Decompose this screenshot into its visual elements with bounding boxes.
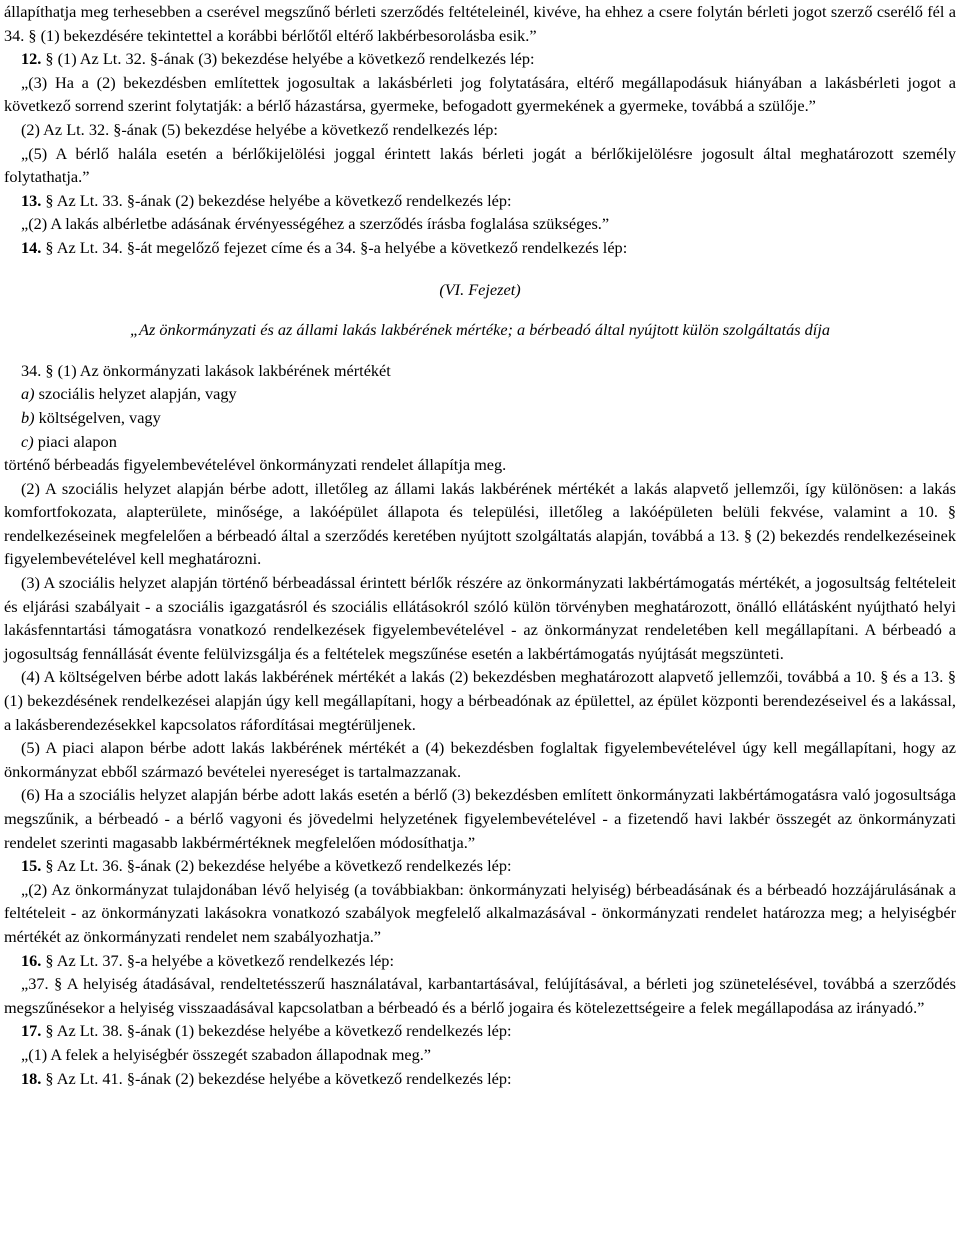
list-letter: a) (21, 384, 35, 404)
list-item-c: c) piaci alapon (21, 431, 117, 451)
section-34-paragraph-4: (4) A költségelven bérbe adott lakás lakbérének mértékét a lakás (2) bekezdésben meghatározott alapvető jellemzői, továbbá a 10. § és a 13. § (1) bekezdésének rendelkezései alapján úgy kell megállapítani, hogy a bérbeadónak az épülettel, az épület központi berendezéseivel és a lakással, a lakásberendezésekkel kapcsolatos ráfordításai megtérüljenek. (4, 667, 956, 734)
section-34-paragraph-5: (5) A piaci alapon bérbe adott lakás lakbérének mértékét a (4) bekezdésben foglaltak figyelembevételével úgy kell megállapítani, hogy az önkormányzat ebből származó bevételei nyereséget is tartalmazzanak. (4, 738, 956, 781)
quoted-provision: „(3) Ha a (2) bekezdésben említettek jogosultak a lakásbérleti jog folytatására, eltérő megállapodásuk hiányában a lakásbérleti jogot a következő sorrend szerint folytatják: a bérlő házastársa, gyermeke, befogadott gyermekének a gyermeke, továbbá a szülője.” (4, 72, 956, 116)
section-34-paragraph-2: (2) A szociális helyzet alapján bérbe adott, illetőleg az állami lakás lakbérének mértékét a lakás alapvető jellemzői, így különösen: a lakás komfortfokozata, alapterülete, minősége, a lakóépület állapota és települési, illetőleg a lakóépületen belüli fekvése, valamint a 10. § rendelkezéseinek megfelelően a bérbeadó által a szerződés keretében nyújtott szolgáltatás alapján, továbbá a 13. § (2) bekezdés rendelkezéseinek figyelembevételével kell meghatározni. (4, 478, 956, 569)
list-item-a: a) szociális helyzet alapján, vagy (21, 384, 237, 404)
list-letter: c) (21, 431, 34, 451)
section-number: 14. (21, 237, 42, 257)
section-34-paragraph-6: (6) Ha a szociális helyzet alapján bérbe adott lakás esetén a bérlő (3) bekezdésben említett önkormányzati lakbértámogatásra való jogosultsága megszűnik, a bérbeadó - a bérlő vagyoni és jövedelmi helyzetének figyelembevételével - a fizetendő havi lakbér összegét az önkormányzati rendelet szerinti magasabb lakbérmértéknek megfelelően módosíthatja.” (4, 785, 956, 852)
chapter-title: „Az önkormányzati és az állami lakás lakbérének mértéke; a bérbeadó által nyújtott külön szolgáltatás díja (130, 320, 830, 340)
quoted-provision: „(2) A lakás albérletbe adásának érvényességéhez a szerződés írásba foglalása szükséges.” (21, 214, 610, 234)
section-14: 14. § Az Lt. 34. §-át megelőző fejezet címe és a 34. §-a helyébe a következő rendelkezés lép: (21, 237, 628, 257)
section-34-paragraph-1: 34. § (1) Az önkormányzati lakások lakbérének mértékét (21, 360, 391, 380)
section-16: 16. § Az Lt. 37. §-a helyébe a következő rendelkezés lép: (21, 950, 394, 970)
quoted-provision: „(1) A felek a helyiségbér összegét szabadon állapodnak meg.” (21, 1044, 432, 1064)
section-34-paragraph-3: (3) A szociális helyzet alapján történő bérbeadással érintett bérlők részére az önkormányzati lakbértámogatás mértékét, a jogosultság feltételeit és eljárási szabályait - a szociális igazgatásról és szociális ellátásokról szóló külön törvényben meghatározott, önálló ellátásként nyújtható helyi lakásfenntartási támogatásra vonatkozó rendelkezések figyelembevételével - az önkormányzat rendeletében kell megállapítani. A bérbeadó a jogosultság fennállását évente felülvizsgálja és a feltételek megszűnése esetén a lakbértámogatás nyújtását megszünteti. (4, 573, 956, 663)
section-12: 12. § (1) Az Lt. 32. §-ának (3) bekezdése helyébe a következő rendelkezés lép: (21, 49, 535, 69)
section-number: 15. (21, 856, 42, 876)
quoted-provision: „(5) A bérlő halála esetén a bérlőkijelölési joggal érintett lakás bérleti jogát a bérlőkijelölésre jogosult által meghatározott személy folytathatja.” (4, 143, 956, 187)
list-letter: b) (21, 407, 35, 427)
section-number: 13. (21, 190, 42, 210)
section-number: 12. (21, 49, 42, 69)
section-number: 16. (21, 950, 42, 970)
section-17: 17. § Az Lt. 38. §-ának (1) bekezdése helyébe a következő rendelkezés lép: (21, 1021, 512, 1041)
section-13: 13. § Az Lt. 33. §-ának (2) bekezdése helyébe a következő rendelkezés lép: (21, 190, 512, 210)
paragraph-continuation: állapíthatja meg terhesebben a cserével megszűnő bérleti szerződés feltételeinél, kivéve, ha ehhez a csere folytán bérleti jogot szerző cserélő fél a 34. § (1) bekezdésére tekintettel a korábbi bérlőtől eltérő lakbérbesorolásba esik.” (4, 2, 956, 45)
section-number: 18. (21, 1068, 42, 1088)
section-18: 18. § Az Lt. 41. §-ának (2) bekezdése helyébe a következő rendelkezés lép: (21, 1068, 512, 1088)
quoted-provision: „(2) Az önkormányzat tulajdonában lévő helyiség (a továbbiakban: önkormányzati helyiség) bérbeadásának és a bérbeadó hozzájárulásának a feltételeit - az önkormányzati lakásokra vonatkozó szabályok megfelelő alkalmazásával - önkormányzati rendelet határozza meg; a helyiségbér mértékét az önkormányzati rendelet nem szabályozhatja.” (4, 879, 956, 946)
section-number: 17. (21, 1021, 42, 1041)
section-15: 15. § Az Lt. 36. §-ának (2) bekezdése helyébe a következő rendelkezés lép: (21, 856, 512, 876)
list-continuation: történő bérbeadás figyelembevételével önkormányzati rendelet állapítja meg. (4, 455, 507, 475)
chapter-heading: (VI. Fejezet) (439, 279, 521, 299)
quoted-provision: „37. § A helyiség átadásával, rendeltetésszerű használatával, karbantartásával, felújításával, a bérleti jog szünetelésével, továbbá a szerződés megszűnésekor a helyiség visszaadásával kapcsolatban a bérbeadó és a bérlő jogaira és kötelezettségeire a felek megállapodása az irányadó.” (4, 974, 956, 1017)
list-item-b: b) költségelven, vagy (21, 407, 161, 427)
subsection: (2) Az Lt. 32. §-ának (5) bekezdése helyébe a következő rendelkezés lép: (21, 119, 498, 139)
